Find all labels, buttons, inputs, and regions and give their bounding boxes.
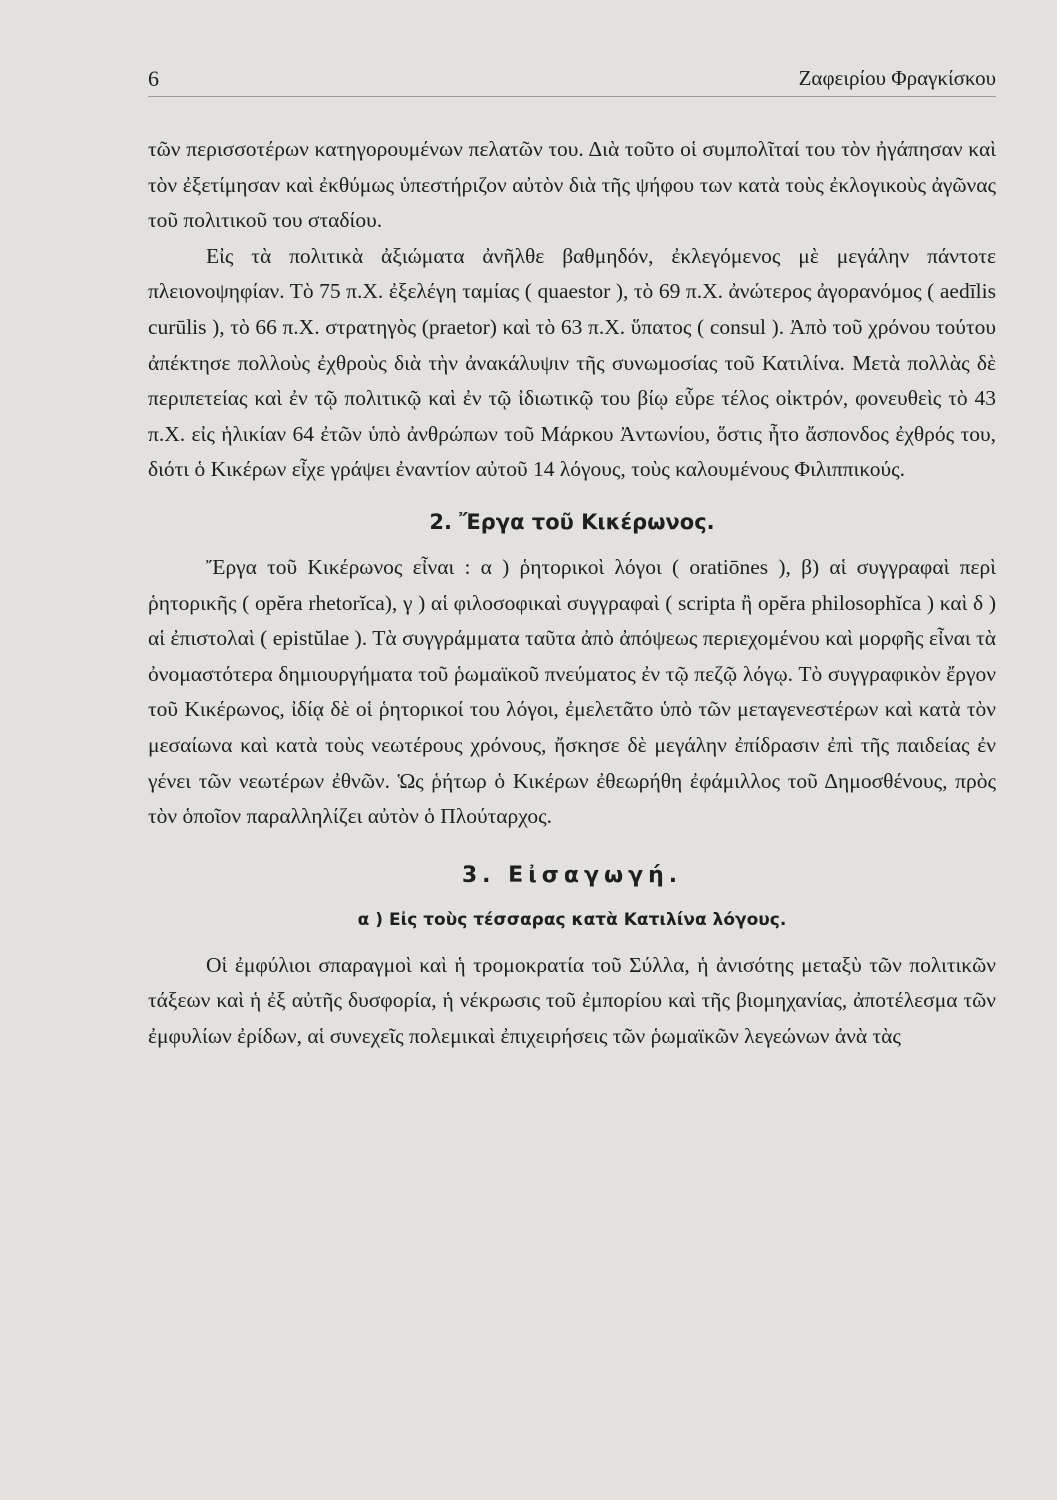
section-heading-works: 2. Ἔργα τοῦ Κικέρωνος. [429, 509, 715, 534]
paragraph-works: Ἔργα τοῦ Κικέρωνος εἶναι : α ) ῥητορικοὶ λόγοι ( oratiōnes ), β) αἱ συγγραφαὶ περὶ ῥητορικῆς ( opĕra rhetorĭca), γ ) αἱ φιλοσοφικαὶ συγγραφαὶ ( scripta ἢ opĕra philosophĭca ) καὶ δ ) αἱ ἐπιστολαὶ ( epistŭlae ). Τὰ συγγράμματα ταῦτα ἀπὸ ἀπόψεως περιεχομένου καὶ μορφῆς εἶναι τὰ ὀνομαστότερα δημιουργήματα τοῦ ῥωμαϊκοῦ πνεύματος ἐν τῷ πεζῷ λόγῳ. Τὸ συγγραφικὸν ἔργον τοῦ Κικέρωνος, ἰδίᾳ δὲ οἱ ῥητορικοί του λόγοι, ἐμελετᾶτο ὑπὸ τῶν μεταγενεστέρων καὶ κατὰ τὸν μεσαίωνα καὶ κατὰ τοὺς νεωτέρους χρόνους, ἤσκησε δὲ μεγάλην ἐπίδρασιν ἐπὶ τῆς παιδείας ἐν γένει τῶν νεωτέρων ἐθνῶν. Ὡς ῥήτωρ ὁ Κικέρων ἐθεωρήθη ἐφάμιλλος τοῦ Δημοσθένους, πρὸς τὸν ὁποῖον παραλληλίζει αὐτὸν ὁ Πλούταρχος. [148, 554, 996, 829]
running-head: Ζαφειρίου Φραγκίσκου [798, 66, 996, 90]
paragraph-political-career: Εἰς τὰ πολιτικὰ ἀξιώματα ἀνῆλθε βαθμηδόν, ἐκλεγόμενος μὲ μεγάλην πάντοτε πλειονοψηφίαν. Τὸ 75 π.Χ. ἐξελέγη ταμίας ( quaestor ), τὸ 69 π.Χ. ἀνώτερος ἀγορανόμος ( aedīlis curūlis ), τὸ 66 π.Χ. στρατηγὸς (praetor) καὶ τὸ 63 π.Χ. ὕπατος ( consul ). Ἀπὸ τοῦ χρόνου τούτου ἀπέκτησε πολλοὺς ἐχθροὺς διὰ τὴν ἀνακάλυψιν τῆς συνωμοσίας τοῦ Κατιλίνα. Μετὰ πολλὰς δὲ περιπετείας καὶ ἐν τῷ πολιτικῷ καὶ ἐν τῷ ἰδιωτικῷ του βίῳ εὗρε τέλος οἰκτρόν, φονευθεὶς τὸ 43 π.Χ. εἰς ἡλικίαν 64 ἐτῶν ὑπὸ ἀνθρώπων τοῦ Μάρκου Ἀντωνίου, ὅστις ἦτο ἄσπονδος ἐχθρός του, διότι ὁ Κικέρων εἶχε γράψει ἐναντίον αὐτοῦ 14 λόγους, τοὺς καλουμένους Φιλιππικούς. [148, 243, 996, 482]
section-heading-introduction: 3. Εἰσαγωγή. [461, 862, 683, 888]
paragraph-continuation: τῶν περισσοτέρων κατηγορουμένων πελατῶν του. Διὰ τοῦτο οἱ συμπολῖταί του τὸν ἠγάπησαν καὶ τὸν ἐξετίμησαν καὶ ἐκθύμως ὑπεστήριζον αὐτὸν διὰ τῆς ψήφου των κατὰ τοὺς ἐκλογικοὺς ἀγῶνας τοῦ πολιτικοῦ του σταδίου. [148, 137, 996, 233]
page-number: 6 [148, 66, 159, 91]
paragraph-introduction: Οἱ ἐμφύλιοι σπαραγμοὶ καὶ ἡ τρομοκρατία τοῦ Σύλλα, ἡ ἀνισότης μεταξὺ τῶν πολιτικῶν τάξεων καὶ ἡ ἐξ αὐτῆς δυσφορία, ἡ νέκρωσις τοῦ ἐμπορίου καὶ τῆς βιομηχανίας, ἀποτέλεσμα τῶν ἐμφυλίων ἐρίδων, αἱ συνεχεῖς πολεμικαὶ ἐπιχειρήσεις τῶν ῥωμαϊκῶν λεγεώνων ἀνὰ τὰς [148, 952, 996, 1048]
subsection-heading-catiline: α ) Εἰς τοὺς τέσσαρας κατὰ Κατιλίνα λόγους. [357, 909, 787, 930]
page-body [148, 132, 996, 1054]
page-header [148, 62, 996, 97]
